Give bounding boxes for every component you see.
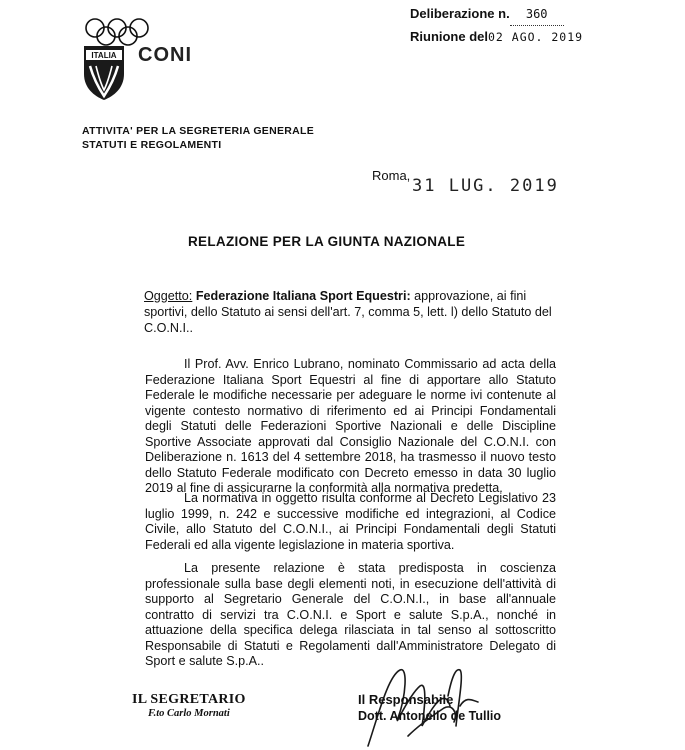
brand-name: CONI — [138, 44, 192, 66]
italia-shield-icon — [82, 44, 126, 102]
meeting-label: Riunione del — [410, 29, 488, 44]
document-title: RELAZIONE PER LA GIUNTA NAZIONALE — [188, 234, 466, 249]
deliberation-label: Deliberazione n. — [410, 6, 510, 21]
date-stamp: 31 LUG. 2019 — [412, 176, 559, 196]
meeting-row — [410, 26, 583, 48]
subject-label: Oggetto: — [144, 289, 193, 303]
paragraph-2: La normativa in oggetto risulta conforme al Decreto Legislativo 23 luglio 1999, n. 242 e successive modifiche ed integrazioni, al Codice Civile, allo Statuto del C.O.N.I., ai Principi Fondamentali degli Statuti Federali ed alla vigente legislazione in materia sportiva. — [145, 491, 556, 552]
office-line-2: STATUTI E REGOLAMENTI — [82, 139, 222, 151]
subject-text: approvazione, ai fini sportivi, dello Statuto ai sensi dell'art. 7, comma 5, lett. l) dello Statuto del C.O.N.I.. — [144, 289, 552, 335]
office-line-1: ATTIVITA' PER LA SEGRETERIA GENERALE — [82, 125, 315, 137]
paragraph-1: Il Prof. Avv. Enrico Lubrano, nominato Commissario ad acta della Federazione Italiana Sport Equestri al fine di apportare allo Statuto Federale le modifiche necessarie per adeguare le norme ivi contenute al vigente contesto normativo di riferimento ed ai Principi Fondamentali degli Statuti delle Federazioni Sportive Nazionali e delle Discipline Sportive Associate approvati dal Consiglio Nazionale del C.O.N.I. con Deliberazione n. 1613 del 4 settembre 2018, ha trasmesso il nuovo testo dello Statuto Federale modificato con Decreto emesso in data 30 luglio 2019 al fine di assicurarne la conformità alla normativa predetta. — [145, 357, 556, 495]
secretary-role: IL SEGRETARIO — [132, 692, 246, 707]
place-label: Roma, — [372, 168, 411, 183]
secretary-signature-block — [132, 692, 246, 719]
manager-role: Il Responsabile — [358, 692, 454, 707]
secretary-name: F.to Carlo Mornati — [147, 708, 230, 719]
olympic-rings-icon — [82, 17, 164, 47]
subject-federation: Federazione Italiana Sport Equestri: — [195, 289, 411, 303]
registry-block — [410, 3, 583, 48]
shield-text: ITALIA — [91, 51, 117, 60]
subject-block — [144, 288, 556, 336]
meeting-date: 02 AGO. 2019 — [488, 30, 584, 44]
deliberation-row — [410, 3, 583, 26]
manager-name: Dott. Antonello de Tullio — [358, 709, 502, 723]
deliberation-number: 360 — [510, 4, 564, 26]
paragraph-3: La presente relazione è stata predisposta in coscienza professionale sulla base degli elementi noti, in esecuzione dell'attività di supporto al Segretario Generale del C.O.N.I., in base all'annuale contratto di servizi tra C.O.N.I. e Sport e salute S.p.A., nonché in attuazione della specifica delega rilasciata in tal senso al sottoscritto Responsabile di Statuti e Regolamenti dall'Amministratore Delegato di Sport e salute S.p.A.. — [145, 561, 556, 668]
office-heading — [82, 124, 314, 152]
manager-signature-block — [358, 692, 501, 723]
